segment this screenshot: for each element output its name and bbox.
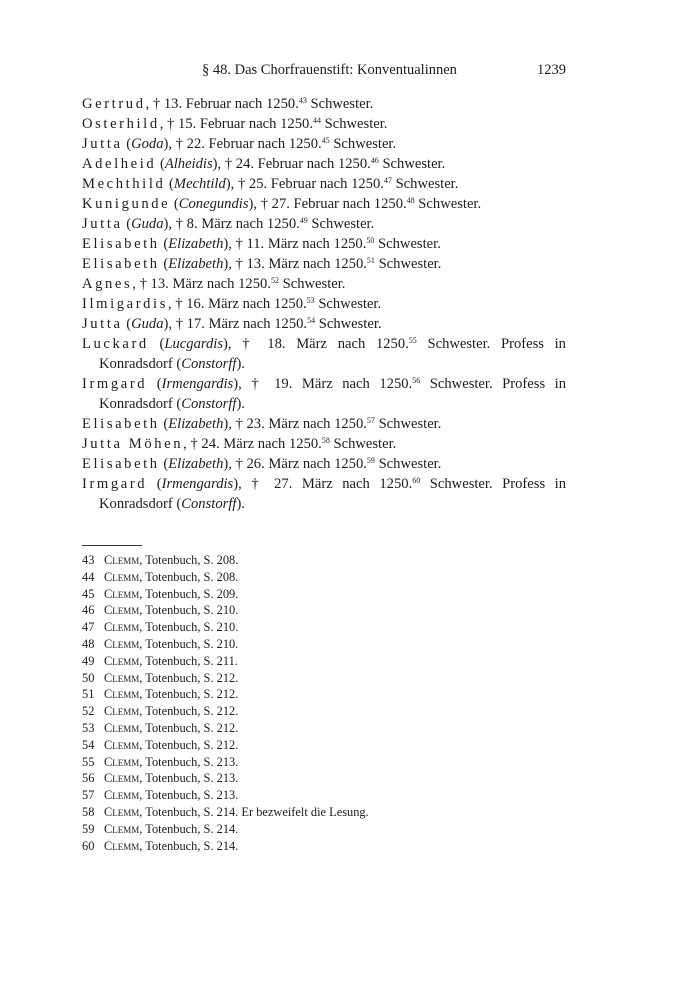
entry-date: 24. März [201, 436, 255, 452]
footnote [82, 720, 566, 737]
entry-after: nach [206, 276, 235, 292]
entry-name: Mechthild [82, 176, 166, 192]
entry-date: 26. März [246, 456, 300, 472]
dagger-symbol: † [251, 476, 265, 492]
footnote-ref: 48 [406, 196, 415, 205]
footnote-author: Clemm [104, 636, 140, 651]
entry-name: Irmgard [82, 476, 148, 492]
entry-status: Schwester. [333, 436, 397, 452]
entry-status: Schwester. [311, 216, 375, 232]
footnote-ref: 56 [412, 376, 421, 385]
entry-name: Elisabeth [82, 236, 160, 252]
entry-latin-name: Elizabeth [168, 456, 224, 472]
footnote-author: Clemm [104, 653, 140, 668]
entry-name: Jutta [82, 136, 123, 152]
entry-date: 15. Februar [177, 116, 246, 132]
footnote-text: , Totenbuch, S. 208. [139, 553, 239, 567]
entry-year: 1250. [334, 416, 367, 432]
entry-status: Schwester. [418, 196, 482, 212]
footnote-text: , Totenbuch, S. 213. [139, 788, 239, 803]
footnote-number: 48 [82, 636, 95, 651]
footnote [82, 653, 566, 670]
entry-item: Gertrud, † 13. Februar nach 1250.43 Schwester. [82, 96, 374, 112]
footnote [82, 703, 566, 720]
entry-name: Elisabeth [82, 256, 160, 272]
footnote-author: Clemm [104, 788, 140, 803]
dagger-symbol: † [237, 176, 246, 192]
entry-item: Agnes, † 13. März nach 1250.52 Schwester. [82, 276, 346, 292]
footnote-author: Clemm [104, 603, 140, 618]
entry-latin-name: Irmengardis [161, 376, 234, 392]
dagger-symbol: † [175, 296, 183, 312]
entry-name: Elisabeth [82, 456, 160, 472]
footnote-ref: 51 [366, 256, 375, 265]
footnote-author: Clemm [104, 720, 140, 735]
footnote-ref: 44 [312, 116, 321, 125]
running-header [82, 62, 566, 82]
entry-after: nach [248, 116, 277, 132]
entry-close: ). [236, 396, 245, 412]
footnote [82, 670, 566, 687]
entry-name: Luckard [82, 336, 149, 352]
entry-after: nach [302, 456, 331, 472]
entry-after: nach [242, 296, 271, 312]
dagger-symbol: † [167, 116, 175, 132]
entry-date: 19. März [274, 376, 333, 392]
entry-date: 13. März [246, 256, 300, 272]
dagger-symbol: † [235, 456, 243, 472]
entry-status: Schwester. [378, 236, 441, 252]
footnote [82, 787, 566, 804]
entry-item: Jutta (Guda), † 8. März nach 1250.49 Schwester. [82, 216, 375, 232]
entry-date: 27. März [274, 476, 333, 492]
footnote-author: Clemm [104, 569, 140, 584]
entry-status: Schwester. [318, 316, 382, 332]
entry-date: 17. März [186, 316, 240, 332]
entry-after: nach [302, 236, 330, 252]
footnote-text: , Totenbuch, S. 211. [139, 653, 238, 668]
entry-latin-name: Conegundis [178, 196, 249, 212]
footnote-ref: 53 [306, 296, 315, 305]
entry-date: 8. März [186, 216, 233, 232]
footnote-number: 58 [82, 804, 95, 819]
footnote-number: 53 [82, 720, 95, 735]
entry-item: Irmgard (Irmengardis), † 27. März nach 1250.60 Schwester. Profess in Konradsdorf (Constorff). [82, 476, 567, 512]
dagger-symbol: † [242, 336, 257, 352]
footnote-number: 59 [82, 821, 95, 836]
footnote-ref: 59 [366, 456, 375, 465]
entry-name: Osterhild [82, 116, 160, 132]
entry-year: 1250. [379, 476, 413, 492]
footnote-author: Clemm [104, 586, 140, 601]
footnote-number: 45 [82, 586, 95, 601]
entry-after: nach [342, 196, 371, 212]
entry-year: 1250. [351, 176, 384, 192]
footnote-author: Clemm [104, 838, 140, 853]
entry-item: Mechthild (Mechtild), † 25. Februar nach 1250.47 Schwester. [82, 176, 459, 192]
footnote [82, 619, 566, 636]
entry-status: Schwester. [310, 96, 374, 112]
entry-item: Adelheid (Alheidis), † 24. Februar nach 1250.46 Schwester. [82, 156, 446, 172]
nun-list [82, 94, 566, 514]
entry-name: Elisabeth [82, 416, 160, 432]
entry-name: Irmgard [82, 376, 148, 392]
footnote-text: , Totenbuch, S. 212. [139, 687, 239, 702]
entry-latin-name: Goda [131, 136, 164, 152]
page-number: 1239 [537, 62, 566, 78]
footnote-author: Clemm [104, 821, 140, 836]
entry-date: 22. Februar [186, 136, 254, 152]
footnote [82, 804, 566, 821]
dagger-symbol: † [139, 276, 147, 292]
entry-name: Gertrud [82, 96, 146, 112]
entry-item: Jutta (Guda), † 17. März nach 1250.54 Schwester. [82, 316, 382, 332]
entry-after: nach [235, 216, 264, 232]
entry-year: 1250. [337, 156, 371, 172]
entry-after: nach [319, 176, 348, 192]
footnote-number: 46 [82, 603, 95, 618]
entry-item: Luckard (Lucgardis), † 18. März nach 1250.55 Schwester. Profess in Konradsdorf (Constorff). [82, 336, 566, 372]
entry-year: 1250. [334, 456, 367, 472]
entry-latin-name: Lucgardis [164, 336, 224, 352]
entry-close: ). [236, 356, 245, 372]
footnote-author: Clemm [104, 670, 140, 685]
entry-year: 1250. [266, 216, 300, 232]
footnote [82, 754, 566, 771]
footnote-author: Clemm [104, 704, 140, 719]
dagger-symbol: † [175, 136, 183, 152]
footnote [82, 569, 566, 586]
footnote [82, 737, 566, 754]
entry-item: Elisabeth (Elizabeth), † 13. März nach 1250.51 Schwester. [82, 256, 442, 272]
footnote-number: 56 [82, 771, 95, 786]
entry-year: 1250. [274, 316, 308, 332]
entry-date: 18. März [267, 336, 327, 352]
footnote-number: 52 [82, 704, 95, 719]
entry-item: Elisabeth (Elizabeth), † 11. März nach 1250.50 Schwester. [82, 236, 441, 252]
footnote-text: , Totenbuch, S. 213. [139, 754, 239, 769]
footnote-text: , Totenbuch, S. 209. [139, 586, 239, 601]
entry-latin-name: Mechtild [173, 176, 226, 192]
footnote-ref: 57 [366, 416, 375, 425]
footnote-text: , Totenbuch, S. 212. [139, 704, 239, 719]
footnote-number: 50 [82, 670, 95, 685]
entry-item: Osterhild, † 15. Februar nach 1250.44 Schwester. [82, 116, 388, 132]
entry-after: nach [306, 156, 335, 172]
entry-place-latin: Constorff [181, 496, 237, 512]
footnote-divider [82, 545, 142, 546]
footnote-number: 47 [82, 620, 95, 635]
entry-status: Schwester. [382, 156, 446, 172]
dagger-symbol: † [235, 236, 243, 252]
footnote-ref: 45 [321, 136, 330, 145]
entry-latin-name: Elizabeth [168, 256, 224, 272]
entry-latin-name: Guda [131, 316, 164, 332]
entry-year: 1250. [238, 276, 271, 292]
entry-latin-name: Alheidis [164, 156, 213, 172]
footnote-ref: 54 [307, 316, 316, 325]
entry-status: Schwester. [378, 456, 442, 472]
entry-after: nach [302, 416, 331, 432]
footnote-ref: 50 [366, 236, 375, 245]
entry-status: Schwester. Profess in Konradsdorf ( [99, 336, 566, 372]
footnote-author: Clemm [104, 754, 140, 769]
entry-after: nach [257, 136, 286, 152]
footnote-text: , Totenbuch, S. 214. Er bezweifelt die Lesung. [139, 804, 369, 819]
entry-year: 1250. [333, 236, 367, 252]
entry-name: Jutta [82, 216, 123, 232]
footnote-author: Clemm [104, 620, 140, 635]
dagger-symbol: † [175, 216, 183, 232]
footnote [82, 586, 566, 603]
entry-year: 1250. [273, 296, 307, 312]
footnote-ref: 55 [408, 336, 417, 345]
entry-year: 1250. [334, 256, 367, 272]
entry-after: nach [342, 376, 370, 392]
dagger-symbol: † [224, 156, 233, 172]
footnote-ref: 49 [299, 216, 308, 225]
running-title: § 48. Das Chorfrauenstift: Konventualinnen [202, 62, 457, 78]
footnote-number: 44 [82, 569, 95, 584]
entry-year: 1250. [379, 376, 413, 392]
entry-year: 1250. [280, 116, 313, 132]
entry-year: 1250. [288, 436, 322, 452]
footnote-text: , Totenbuch, S. 210. [139, 603, 239, 618]
dagger-symbol: † [175, 316, 183, 332]
entry-date: 25. Februar [248, 176, 317, 192]
dagger-symbol: † [251, 376, 265, 392]
entry-close: ). [236, 496, 245, 512]
dagger-symbol: † [235, 416, 243, 432]
entry-name: Agnes [82, 276, 133, 292]
dagger-symbol: † [260, 196, 268, 212]
footnote-number: 43 [82, 553, 95, 567]
entry-latin-name: Elizabeth [168, 416, 224, 432]
entry-status: Schwester. [378, 256, 442, 272]
footnote-number: 54 [82, 737, 95, 752]
footnote-number: 55 [82, 754, 95, 769]
entry-date: 27. Februar [271, 196, 339, 212]
footnote-number: 57 [82, 788, 95, 803]
footnote-text: , Totenbuch, S. 212. [139, 737, 239, 752]
entry-name: Ilmigardis [82, 296, 168, 312]
entry-name: Jutta [82, 316, 123, 332]
entry-name: Kunigunde [82, 196, 171, 212]
footnote-text: , Totenbuch, S. 210. [139, 636, 239, 651]
entry-year: 1250. [373, 196, 407, 212]
entry-status: Schwester. [333, 136, 397, 152]
footnote-author: Clemm [104, 553, 140, 567]
entry-item: Ilmigardis, † 16. März nach 1250.53 Schwester. [82, 296, 382, 312]
entry-date: 13. März [150, 276, 204, 292]
footnote-text: , Totenbuch, S. 208. [139, 569, 239, 584]
footnote [82, 602, 566, 619]
footnote [82, 552, 566, 569]
footnote-author: Clemm [104, 687, 140, 702]
footnote-text: , Totenbuch, S. 212. [139, 670, 239, 685]
footnote-number: 51 [82, 687, 95, 702]
footnote-number: 49 [82, 653, 95, 668]
entry-date: 24. Februar [235, 156, 304, 172]
entry-place-latin: Constorff [181, 356, 237, 372]
footnote [82, 636, 566, 653]
entry-name: Adelheid [82, 156, 157, 172]
footnote-ref: 60 [412, 476, 421, 485]
entry-item: Jutta Möhen, † 24. März nach 1250.58 Schwester. [82, 436, 397, 452]
entry-status: Schwester. Profess in Konradsdorf ( [99, 376, 567, 412]
entry-after: nach [243, 316, 271, 332]
footnotes [82, 552, 566, 854]
entry-status: Schwester. [282, 276, 346, 292]
entry-after: nach [337, 336, 366, 352]
entry-year: 1250. [266, 96, 299, 112]
entry-date: 11. März [246, 236, 299, 252]
footnote-ref: 43 [298, 96, 307, 105]
entry-item: Jutta (Goda), † 22. Februar nach 1250.45 Schwester. [82, 136, 397, 152]
entry-name: Jutta Möhen [82, 436, 184, 452]
entry-date: 23. März [246, 416, 300, 432]
dagger-symbol: † [190, 436, 198, 452]
dagger-symbol: † [152, 96, 161, 112]
footnote-text: , Totenbuch, S. 212. [139, 720, 239, 735]
entry-date: 13. Februar [163, 96, 232, 112]
footnote-text: , Totenbuch, S. 214. [139, 821, 239, 836]
entry-after: nach [302, 256, 331, 272]
entry-year: 1250. [375, 336, 409, 352]
footnote-text: , Totenbuch, S. 213. [139, 771, 239, 786]
entry-year: 1250. [288, 136, 322, 152]
entry-latin-name: Irmengardis [161, 476, 234, 492]
entry-status: Schwester. [324, 116, 388, 132]
footnote [82, 686, 566, 703]
entry-place-latin: Constorff [181, 396, 237, 412]
footnote-author: Clemm [104, 771, 140, 786]
dagger-symbol: † [235, 256, 243, 272]
entry-item: Elisabeth (Elizabeth), † 26. März nach 1250.59 Schwester. [82, 456, 442, 472]
entry-item: Kunigunde (Conegundis), † 27. Februar nach 1250.48 Schwester. [82, 196, 482, 212]
footnote-ref: 58 [321, 436, 330, 445]
footnote-text: , Totenbuch, S. 210. [139, 620, 239, 635]
entry-item: Elisabeth (Elizabeth), † 23. März nach 1250.57 Schwester. [82, 416, 442, 432]
footnote-author: Clemm [104, 804, 140, 819]
entry-after: nach [234, 96, 263, 112]
footnote-text: , Totenbuch, S. 214. [139, 838, 239, 853]
entry-after: nach [342, 476, 370, 492]
footnote-ref: 46 [370, 156, 379, 165]
footnote-author: Clemm [104, 737, 140, 752]
entry-date: 16. März [186, 296, 239, 312]
footnote-ref: 52 [270, 276, 279, 285]
footnote [82, 770, 566, 787]
entry-after: nach [257, 436, 286, 452]
entry-status: Schwester. [378, 416, 442, 432]
footnote [82, 821, 566, 838]
entry-status: Schwester. Profess in Konradsdorf ( [99, 476, 567, 512]
footnote-ref: 47 [383, 176, 392, 185]
footnote [82, 838, 566, 855]
entry-latin-name: Elizabeth [168, 236, 224, 252]
entry-status: Schwester. [318, 296, 382, 312]
entry-latin-name: Guda [131, 216, 164, 232]
footnote-number: 60 [82, 838, 95, 853]
entry-status: Schwester. [395, 176, 459, 192]
entry-item: Irmgard (Irmengardis), † 19. März nach 1250.56 Schwester. Profess in Konradsdorf (Constorff). [82, 376, 567, 412]
